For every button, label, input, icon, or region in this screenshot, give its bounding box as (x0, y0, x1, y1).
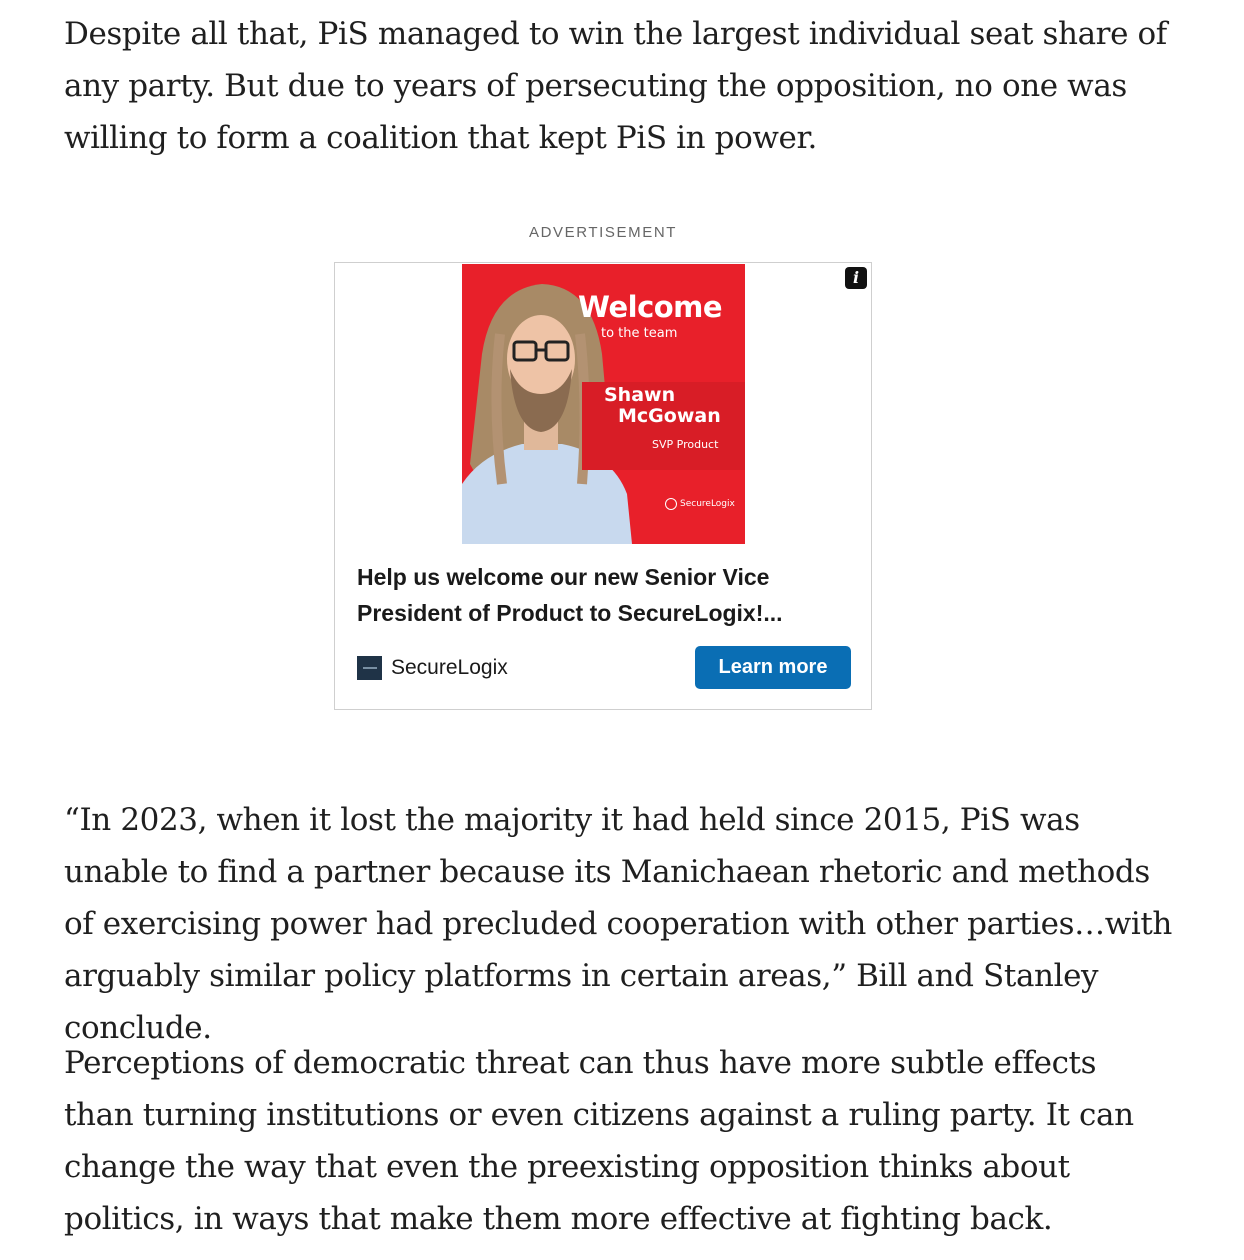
ad-image-subtitle: to the team (601, 326, 678, 341)
article-paragraph-1: Despite all that, PiS managed to win the largest individual seat share of any party. But due to years of persecuting the opposition, no one was willing to form a coalition that kept PiS in power. (64, 16, 1167, 156)
ad-unit[interactable] (334, 262, 872, 710)
ad-advertiser[interactable] (357, 656, 508, 680)
ad-image[interactable] (462, 264, 745, 544)
advertisement-label: ADVERTISEMENT (528, 224, 678, 241)
article-paragraph-3: Perceptions of democratic threat can thus have more subtle effects than turning institutions or even citizens against a ruling party. It can change the way that even the preexisting opposition thinks about politics, in ways that make them more effective at fighting back. (64, 1045, 1134, 1237)
advertiser-name: SecureLogix (391, 656, 508, 679)
ad-image-welcome: Welcome (578, 290, 723, 324)
ad-image-role: SVP Product (652, 438, 719, 451)
article-paragraph-2: “In 2023, when it lost the majority it had held since 2015, PiS was unable to find a partner because its Manichaean rhetoric and methods of exercising power had precluded cooperation with other parties…with arguably similar policy platforms in certain areas,” Bill and Stanley conclude. (64, 802, 1173, 1046)
advertiser-logo-icon (357, 656, 382, 680)
learn-more-button[interactable]: Learn more (695, 646, 851, 689)
ad-image-brand (665, 498, 735, 510)
ad-image-brand-text: SecureLogix (680, 499, 735, 509)
ad-headline[interactable]: Help us welcome our new Senior Vice President of Product to SecureLogix!... (357, 564, 783, 626)
ad-info-icon[interactable]: i (845, 267, 867, 289)
ad-image-first-name: Shawn (604, 384, 676, 406)
ad-image-last-name: McGowan (618, 405, 721, 427)
brand-logo-icon (665, 498, 677, 510)
